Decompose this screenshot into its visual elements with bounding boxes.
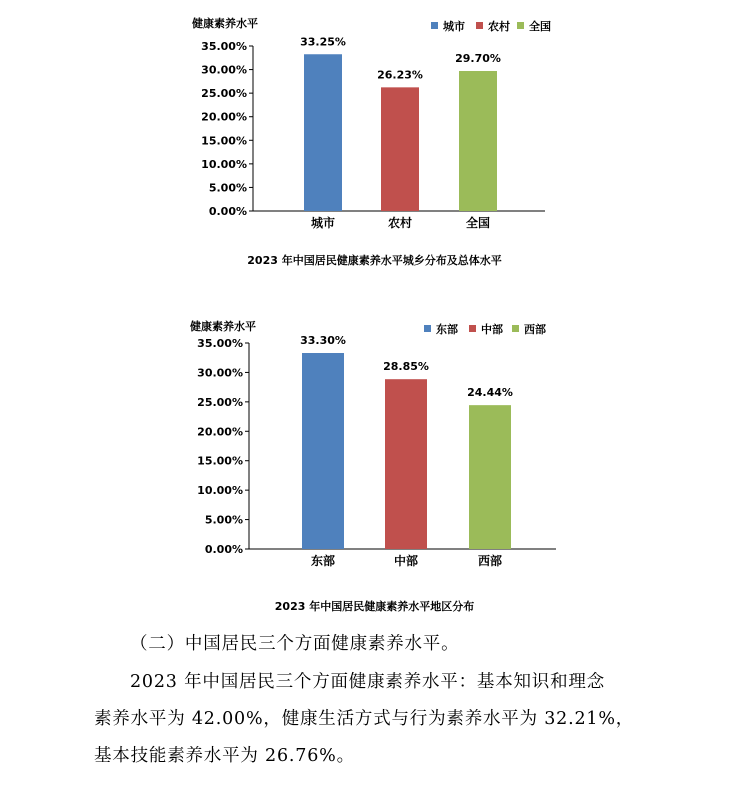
bar-3 — [469, 405, 511, 549]
x-tick-label: 东部 — [310, 554, 336, 568]
legend-label: 东部 — [436, 323, 458, 336]
chart2-caption: 2023 年中国居民健康素养水平地区分布 — [274, 600, 475, 613]
legend-swatch — [512, 325, 519, 332]
bar-2 — [381, 87, 419, 211]
legend-swatch — [431, 22, 438, 29]
bar-1 — [304, 54, 342, 211]
legend-swatch — [469, 325, 476, 332]
region-bar-chart — [0, 308, 749, 588]
y-tick-label: 15.00% — [201, 134, 247, 148]
y-axis-title: 健康素养水平 — [192, 17, 258, 30]
bar-1 — [302, 353, 344, 549]
legend-label: 农村 — [488, 20, 510, 33]
y-tick-label: 25.00% — [201, 87, 247, 101]
legend-label: 城市 — [443, 20, 465, 33]
legend-swatch — [424, 325, 431, 332]
bar-2 — [385, 379, 427, 549]
y-tick-label: 35.00% — [201, 40, 247, 53]
paragraph-line-3: 基本技能素养水平为 26.76%。 — [94, 746, 355, 766]
x-tick-label: 城市 — [310, 216, 336, 230]
data-label: 28.85% — [383, 360, 429, 374]
y-tick-label: 30.00% — [201, 63, 247, 77]
x-tick-label: 西部 — [477, 554, 503, 568]
y-tick-label: 10.00% — [197, 484, 243, 498]
legend-swatch — [517, 22, 524, 29]
paragraph-line-2: 素养水平为 42.00%，健康生活方式与行为素养水平为 32.21%， — [94, 709, 635, 729]
y-tick-label: 0.00% — [208, 205, 247, 218]
y-tick-label: 5.00% — [208, 181, 247, 195]
data-label: 29.70% — [455, 51, 501, 65]
section-heading: （二）中国居民三个方面健康素养水平。 — [130, 634, 460, 654]
legend-label: 全国 — [529, 20, 551, 33]
y-tick-label: 30.00% — [197, 366, 243, 380]
chart1-caption: 2023 年中国居民健康素养水平城乡分布及总体水平 — [247, 254, 502, 267]
paragraph-line-1: 2023 年中国居民三个方面健康素养水平：基本知识和理念 — [130, 672, 605, 692]
bar-3 — [459, 71, 497, 211]
legend-label: 西部 — [524, 323, 546, 336]
data-label: 33.25% — [300, 35, 346, 49]
x-tick-label: 农村 — [387, 216, 413, 230]
legend-label: 中部 — [481, 323, 503, 336]
y-tick-label: 5.00% — [204, 513, 243, 527]
data-label: 26.23% — [377, 68, 423, 82]
urban-rural-bar-chart — [0, 0, 749, 240]
x-tick-label: 中部 — [393, 554, 419, 568]
data-label: 33.30% — [300, 334, 346, 348]
y-tick-label: 10.00% — [201, 157, 247, 171]
data-label: 24.44% — [467, 386, 513, 400]
x-tick-label: 全国 — [465, 216, 491, 230]
y-tick-label: 20.00% — [201, 110, 247, 124]
legend-swatch — [476, 22, 483, 29]
y-tick-label: 35.00% — [197, 337, 243, 350]
y-axis-title: 健康素养水平 — [190, 320, 256, 333]
y-tick-label: 25.00% — [197, 395, 243, 409]
y-tick-label: 20.00% — [197, 425, 243, 439]
y-tick-label: 0.00% — [204, 543, 243, 556]
y-tick-label: 15.00% — [197, 454, 243, 468]
